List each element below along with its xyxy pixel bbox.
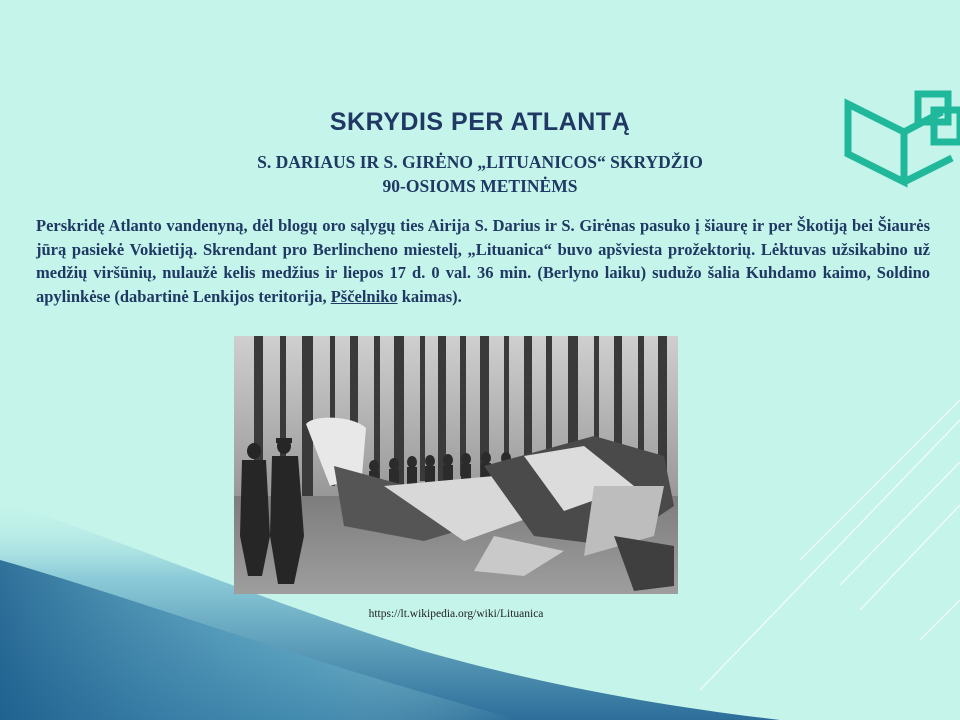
subtitle-line-1: S. DARIAUS IR S. GIRĖNO „LITUANICOS“ SKRYDŽIO: [257, 152, 703, 172]
body-paragraph: [36, 214, 930, 308]
slide-title: SKRYDIS PER ATLANTĄ: [329, 108, 631, 136]
crash-photo: [234, 336, 678, 594]
open-book-icon: [842, 88, 960, 188]
diagonal-lines: [700, 400, 960, 690]
slide-subtitle: [120, 150, 840, 198]
subtitle-line-2: 90-OSIOMS METINĖMS: [382, 176, 578, 196]
body-text-part-2: kaimas).: [397, 286, 462, 306]
body-text-part-1: Perskridę Atlanto vandenyną, dėl blogų oro sąlygų ties Airija S. Darius ir S. Girėnas pasuko į šiaurę ir per Škotiją bei Šiaurės jūrą pasiekė Vokietiją. Skrendant pro Berlincheno miestelį, „Lituanica“ buvo apšviesta prožektorių. Lėktuvas užsikabino už medžių viršūnių, nulaužė kelis medžius ir liepos 17 d. 0 val. 36 min. (Berlyno laiku) sudužo šalia Kuhdamo kaimo, Soldino apylinkėse (dabartinė Lenkijos teritorija,: [36, 216, 930, 306]
pscelnikas-link[interactable]: Pščelniko: [330, 286, 398, 306]
photo-caption: https://lt.wikipedia.org/wiki/Lituanica: [368, 608, 544, 620]
